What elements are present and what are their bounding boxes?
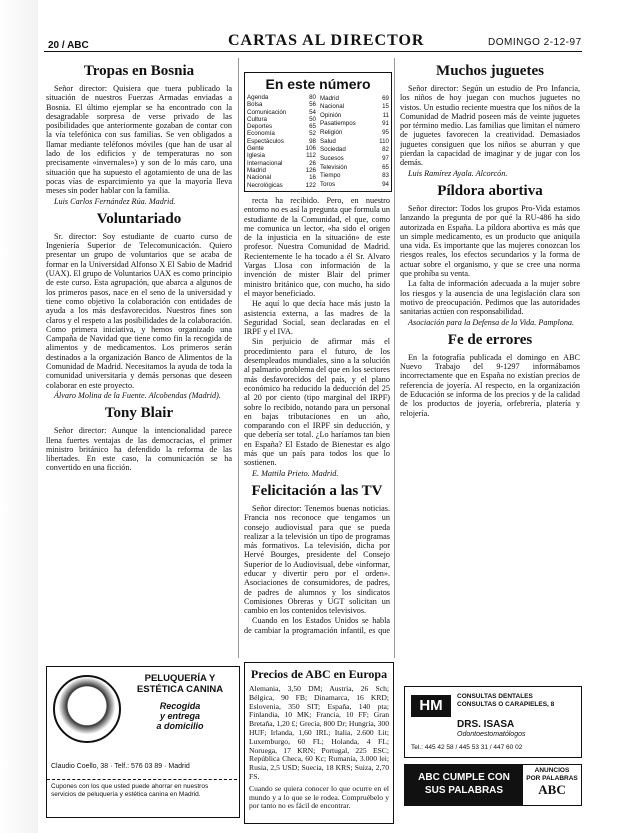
prices-note: Cuando se quiera conocer lo que ocurre en el mundo y a lo que se le rodea. Compruébelo y por tanto no es fácil de encontrar.: [249, 783, 389, 811]
index-row: [318, 163, 391, 172]
index-section: Necrológicas: [247, 181, 283, 189]
prices-box: [244, 662, 394, 824]
index-page: 95: [382, 129, 389, 137]
dental-phone: Tel.: 445 42 58 / 445 53 31 / 447 60 02: [411, 744, 523, 751]
index-row: [318, 146, 391, 155]
scan-shadow: [0, 0, 38, 833]
letter-signature-pildora: Asociación para la Defensa de la Vida. Pamplona.: [408, 317, 575, 327]
ad-address: Claudio Coello, 38 · Telf.: 576 03 89 · Madrid: [51, 763, 190, 770]
index-row: [245, 130, 318, 137]
ad-title-2: ESTÉTICA CANINA: [136, 684, 224, 695]
index-section: Nacional: [320, 103, 345, 111]
index-section: Deportes: [247, 123, 273, 131]
index-row: [318, 94, 391, 103]
index-page: 11: [382, 111, 389, 119]
letter-body-continued-2: He aquí lo que decía hace más justo la asistencia externa, a las madres de la Seguridad Social, sean declaradas en el IRPF y el IVA.: [244, 299, 390, 337]
letter-body-felicitacion: Señor director: Tenemos buenas noticias. Francia nos reconoce que tengamos un consejo audiovisual para que se pueda realizar a la televisión un tipo de programas más formativos. La televisión, dicha por Hervé Bourges, presidente del Consejo Superior de lo Audiovisual, debe «informar, educar y divertir pero por el orden». Asociaciones de consumidores, de padres, de padres de alumnos y los sindicatos Comisiones Obreras y UGT solicitan un cambio en los contenidos televisivos.: [244, 503, 390, 616]
letter-signature-voluntariado: Álvaro Molina de la Fuente. Alcobendas (Madrid).: [54, 390, 221, 400]
index-page: 69: [382, 94, 389, 102]
ad-line-1: Recogida: [159, 701, 201, 711]
prices-title: Precios de ABC en Europa: [250, 667, 388, 681]
ad-title-1: PELUQUERÍA Y: [144, 673, 216, 684]
letter-body-pildora: Señor director: Todos los grupos Pro-Vida estamos lanzando la pregunta de por qué la RU-486 ha sido autorizada en España. La píldora abortiva es más que un simple medicamento, es un producto que aniquila una vida. Es importante que las mujeres conozcan los riesgos reales, los efectos secundarios y la forma de actuar sobre el organismo, y que se cree una norma que prohíba su venta.: [400, 203, 580, 279]
index-section: Internacional: [247, 159, 283, 167]
index-right-table: [318, 94, 391, 189]
index-section: Cultura: [247, 115, 267, 123]
index-page: 110: [379, 137, 389, 145]
index-section: Madrid: [247, 166, 266, 174]
column-left: [46, 58, 232, 658]
index-section: Pasatiempos: [320, 120, 356, 128]
dental-logo: HM: [411, 695, 451, 717]
abc-side-2: POR PALABRAS: [526, 774, 578, 782]
index-page: 122: [305, 181, 316, 189]
index-row: [245, 123, 318, 130]
index-section: Iglesia: [247, 152, 265, 160]
issue-date: DOMINGO 2-12-97: [488, 37, 582, 48]
ad-line-2: y entrega: [159, 711, 201, 721]
letter-signature-tropas: Luis Carlos Fernández Rúa. Madrid.: [54, 196, 176, 206]
index-page: 65: [309, 123, 316, 131]
letter-body-felicitacion-2: Cuando en los Estados Unidos se habla de cambiar la programación infantil, es que: [244, 616, 390, 635]
letter-body-voluntariado: Sr. director: Soy estudiante de cuarto curso de Ingeniería Superior de Telecomunicación. Quiero presentar un grupo de voluntarios que se acaba de formar en la Universidad Alfonso X El Sabio de Madrid (UAX). El grupo de Voluntarios UAX es como principio de este curso. Esta agrupación, que abarca a algunos de los primeros pasos, nace en el seno de la universidad y tiene como objetivo la colaboración con entidades de ayuda a los más desfavorecidos. Nuestros fines son claros y el respeto a las posibilidades de la colaboración. Como primera iniciativa, y hemos organizado una Campaña de Navidad que tiene como fin la recogida de alimentos y de medicamentos. Los primeros serán destinados a la organización Banco de Alimentos de la Comunidad de Madrid. Necesitamos la ayuda de toda la comunidad universitaria y demás personas que deseen colaborar en este proyecto.: [46, 231, 232, 390]
letter-title-tropas: Tropas en Bosnia: [83, 63, 195, 79]
dental-line-1: CONSULTAS DENTALES: [457, 693, 533, 700]
index-section: Sociedad: [320, 146, 346, 154]
index-page: 106: [305, 145, 316, 153]
index-box: [244, 72, 392, 192]
ad-line-3: a domicilio: [156, 721, 204, 731]
index-page: 97: [382, 154, 389, 162]
dental-line-2: CONSULTAS O CARAPIELES, 8: [457, 700, 555, 708]
column-divider: [238, 58, 239, 658]
letter-title-blair: Tony Blair: [104, 405, 174, 422]
letter-body-pildora-2: La falta de información adecuada a la mujer sobre los riesgos y la ausencia de una legislación clara son motivo de preocupación. Pedimos que las autoridades sanitarias actúen con responsabilidad.: [400, 279, 580, 317]
index-row: [318, 137, 391, 146]
index-section: Salud: [320, 137, 336, 145]
letter-body-continued-3: Sin perjuicio de afirmar más el procedimiento para el futuro, de los desempleados mundiales, sino a la solución al palmario problema del que en los sectores más desfavorecidos del país, y el plano económico ha reducido la deducción del 25 al 20 por ciento (tipo marginal del IRPF) sobre lo recibido, notando para un personal en bajas tributaciones en un año, comparando con el IRPF sin deducción, y que debería ser total. ¿Lo haríamos tan bien en España? El Estado de Bienestar es algo más que un país para todos los que lo sostienen.: [244, 337, 390, 468]
index-page: 26: [309, 159, 316, 167]
index-page: 65: [382, 163, 389, 171]
index-section: Toros: [320, 180, 336, 188]
index-section: Madrid: [320, 94, 339, 102]
index-section: Bolsa: [247, 101, 263, 109]
index-page: 80: [309, 94, 316, 101]
index-row: [318, 180, 391, 189]
column-divider: [394, 58, 395, 658]
column-right: [400, 58, 580, 658]
letter-body-fe-de-errores: En la fotografía publicada el domingo en ABC Nuevo Trabajo del 9-1297 informábamos incorrectamente que en España no existían precios de referencia de joyería. Al respecto, en la organización de Educación se informa de los precios y de la calidad de los productos de joyería, orfebrería, platería y relojería.: [400, 352, 580, 418]
index-row: [318, 111, 391, 120]
index-section: Sucesos: [320, 154, 344, 162]
column-middle: [244, 196, 390, 636]
index-page: 82: [382, 146, 389, 154]
index-row: [245, 94, 318, 101]
index-section: Comunicación: [247, 108, 287, 116]
letter-title-fe-de-errores: Fe de errores: [447, 331, 533, 348]
index-section: Opinión: [320, 111, 342, 119]
page-number: 20 / ABC: [48, 40, 89, 51]
index-section: Televisión: [320, 163, 348, 171]
index-section: Nacional: [247, 174, 272, 182]
index-section: Tiempo: [320, 172, 341, 180]
header-rule: [44, 51, 582, 52]
index-page: 112: [306, 152, 316, 160]
index-section: Gente: [247, 145, 264, 153]
index-row: [245, 152, 318, 159]
index-page: 16: [309, 174, 316, 182]
abc-slogan-1: ABC CUMPLE CON: [418, 772, 510, 783]
index-page: 50: [309, 115, 316, 123]
dog-logo: [53, 675, 121, 743]
index-page: 126: [305, 166, 316, 174]
letter-signature-juguetes: Luis Ramírez Ayala. Alcorcón.: [408, 168, 508, 178]
index-section: Espectáculos: [247, 137, 284, 145]
index-section: Agenda: [247, 94, 269, 101]
index-page: 94: [382, 180, 389, 188]
abc-slogan-2: SUS PALABRAS: [424, 785, 504, 796]
index-page: 56: [309, 101, 316, 109]
section-title: CARTAS AL DIRECTOR: [228, 32, 425, 49]
index-row: [318, 103, 391, 112]
index-page: 98: [309, 137, 316, 145]
letter-body-blair: Señor director: Aunque la intencionalidad parece llena fuertes ventajas de las democracias, el primer ministro británico ha defendido la reforma de las libertades. En este caso, la comunicación se ha convertido en una ficción.: [46, 426, 232, 473]
letter-body-juguetes: Señor director: Según un estudio de Pro Infancia, los niños de hoy juegan con muchos juguetes no vistos. Un estudio reciente muestra que los niños de la Comunidad de Madrid poseen más de veinte juguetes por término medio. Las familias que limitan el número de juguetes favorecen la creatividad. Demasiados juguetes consiguen que los niños se aburran y que pierdan la capacidad de imaginar y de jugar con los demás.: [400, 84, 580, 168]
ad-abc-classifieds: [404, 764, 582, 806]
letter-title-juguetes: Muchos juguetes: [436, 63, 544, 79]
index-page: 15: [382, 103, 389, 111]
index-section: Economía: [247, 130, 275, 138]
dental-doctors: DRS. ISASA: [457, 719, 515, 730]
prices-list: Alemania, 3,50 DM; Austria, 26 Sch; Bélgica, 90 FB; Dinamarca, 16 KRD; Eslovenia, 350 SIT; España, 140 pta; Finlandia, 10 MK; Francia, 10 FF; Gran Bretaña, 1,20 £; Grecia, 800 Dr; Hungría, 300 HUF; Irlanda, 1,60 IRL; Italia, 2.600 Lit; Luxemburgo, 60 FL; Holanda, 4 FL; Noruega, 17 KRN; Portugal, 225 ESC; República Checa, 60 Kc; Rumanía, 3.000 lei; Rusia, 2,5 USD; Suecia, 18 KRS; Suiza, 2,70 FS.: [249, 684, 389, 781]
index-section: Religión: [320, 129, 343, 137]
letter-title-felicitacion: Felicitación a las TV: [251, 482, 383, 499]
abc-logo: ABC: [538, 782, 566, 797]
index-page: 91: [382, 120, 389, 128]
index-row: [245, 182, 318, 189]
index-row: [245, 138, 318, 145]
index-row: [245, 101, 318, 108]
index-title: En este número: [265, 76, 371, 92]
dental-speciality: Odontoestomatólogos: [457, 731, 526, 738]
index-row: [318, 154, 391, 163]
letter-title-pildora: Píldora abortiva: [437, 182, 543, 199]
index-row: [245, 160, 318, 167]
index-row: [245, 145, 318, 152]
letter-title-voluntariado: Voluntariado: [96, 210, 182, 227]
page-header: [0, 0, 620, 50]
index-row: [245, 167, 318, 174]
index-page: 54: [309, 108, 316, 116]
index-left-table: [245, 94, 318, 189]
abc-side-1: ANUNCIOS: [534, 767, 570, 774]
letter-body-tropas: Señor director: Quisiera que tuera publicado la situación de nuestros Fuerzas Armadas enviadas a Bosnia. El último ejemplar se ha encontrado con la desagradable sorpresa de verse privado de las posibilidades que anteriormente gozaban de contar con la vía telefónica con sus familias. Se ven obligados a llamar mediante teléfonos móviles (que han de usar al lado de los edificios y de temperaturas no son precisamente «invernales») y son de lo más caro, una situación que ha supuesto el agotamiento de una de las pocas vías de esparcimiento ya que la mayoría lleva meses sin poder hablar con la familia.: [46, 84, 232, 196]
letter-signature-mattila: E. Mattila Prieto. Madrid.: [252, 468, 339, 478]
index-row: [245, 109, 318, 116]
index-page: 52: [309, 130, 316, 138]
letter-body-continued: recta ha recibido. Pero, en nuestro entorno no es así la pregunta que formula un estudiante de la Comunidad, el que, como me comunica un lector, «ha sido el origen de la injusticia en la situación» de este profesor. Nuestra Comunidad de Madrid. Recientemente le ha tocado a él Sr. Alvaro Vargas Llosa con información de la invención de mister Blair del primer ministro británico que, con mucho, ha sido el mayor beneficiado.: [244, 196, 390, 298]
index-row: [318, 171, 391, 180]
index-page: 83: [382, 172, 389, 180]
ad-note: Cupones con los que usted puede ahorrar en nuestros servicios de peluquería y estética canina en Madrid.: [51, 783, 209, 798]
index-row: [318, 120, 391, 129]
ad-dog-grooming: [46, 666, 240, 818]
ad-dental: [404, 686, 582, 758]
index-row: [245, 116, 318, 123]
index-row: [318, 128, 391, 137]
index-row: [245, 174, 318, 181]
